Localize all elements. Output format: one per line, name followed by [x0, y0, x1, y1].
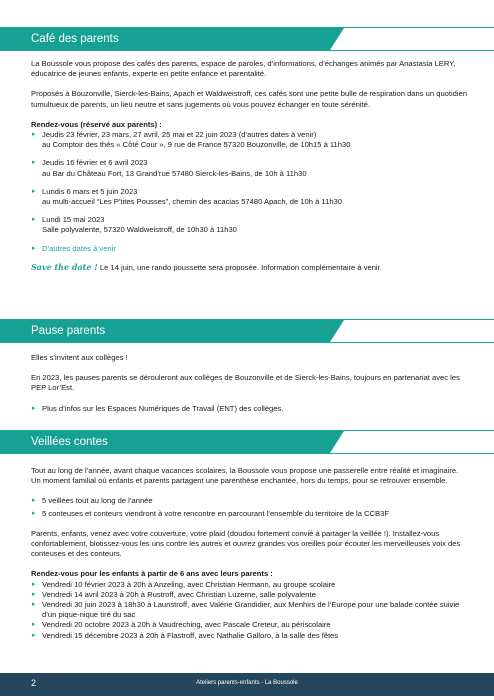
pause-p2: En 2023, les pauses parents se dérouleront aux collèges de Bouzonville et de Sierck-les-Bains, toujours en partenariat avec les PEP Lor’Est. — [31, 373, 460, 393]
section-title-pause: Pause parents — [0, 320, 330, 342]
veillees-body — [31, 466, 469, 641]
page-number: 2 — [31, 678, 37, 688]
save-the-date-label: Save the date ! — [31, 261, 98, 272]
pause-p1: Elles s’invitent aux collèges ! — [31, 353, 128, 362]
section-title-cafe: Café des parents — [0, 28, 330, 50]
section-title-veillees: Veillées contes — [0, 431, 330, 453]
list-item: ▸ Vendredi 30 juin 2023 à 18h30 à Launstroff, avec Valérie Grandidier, aux Menhirs de l’Europe pour une balade contée suivie d’un pique-nique tiré du sac — [31, 600, 469, 620]
pause-body — [31, 353, 469, 414]
list-item: ▸ Vendredi 10 février 2023 à 20h à Anzeling, avec Christian Hermann, au groupe scolaire — [31, 580, 469, 590]
other-dates-link[interactable]: ▸ D’autres dates à venir — [31, 244, 469, 254]
cafe-rdv-heading: Rendez-vous (réservé aux parents) : — [31, 119, 162, 129]
section-rule — [0, 342, 494, 343]
list-item: ▸ 5 veillées tout au long de l’année — [31, 496, 469, 506]
cafe-body — [31, 59, 469, 273]
list-item: ▸ Vendredi 20 octobre 2023 à 20h à Vaudreching, avec Pascale Creteur, au périscolaire — [31, 620, 469, 630]
list-item: ▸ Jeudis 16 février et 6 avril 2023 au Bar du Château Fort, 13 Grand’rue 57480 Sierck-les-Bains, de 10h à 11h30 — [31, 158, 469, 178]
veillees-rdv-heading: Rendez-vous pour les enfants à partir de 6 ans avec leurs parents : — [31, 569, 273, 579]
veillees-p2: Parents, enfants, venez avec votre couverture, votre plaid (doudou fortement convié à partager la veillée !). Installez-vous confortablement, blotissez-vous les uns contre les autres et ouvrez grandes vos oreilles pour écouter les merveilleuses voix des conteuses et des conteurs. — [31, 528, 461, 559]
section-rule — [0, 50, 494, 51]
section-rule — [0, 453, 494, 454]
save-the-date: Save the date ! Le 14 juin, une rando poussette sera proposée. Information complémentaire à venir. — [31, 261, 382, 272]
list-item: ▸ Lundi 15 mai 2023 Salle polyvalente, 57320 Waldweistroff, de 10h30 à 11h30 — [31, 215, 469, 235]
list-item: ▸ Vendredi 14 avril 2023 à 20h à Rustroff, avec Christian Luzerne, salle polyvalente — [31, 590, 469, 600]
ent-link[interactable]: ▸ Plus d’infos sur les Espaces Numériques de Travail (ENT) des collèges. — [31, 404, 469, 414]
list-item: ▸ Jeudis 23 février, 23 mars, 27 avril, 25 mai et 22 juin 2023 (d’autres dates à venir) au Comptoir des thés « Côté Cour », 9 rue de France 57320 Bouzonville, de 10h15 à 11h30 — [31, 130, 469, 150]
footer-text: Ateliers parents-enfants - La Boussole — [196, 680, 298, 686]
cafe-intro: La Boussole vous propose des cafés des parents, espace de paroles, d’informations, d’échanges animés par Anastasia LERY, éducatrice de jeunes enfants, experte en petite enfance et parentalité. — [31, 59, 456, 79]
cafe-places: Proposés à Bouzonville, Sierck-les-Bains, Apach et Waldweistroff, ces cafés sont une petite bulle de respiration dans un quotidien tumultueux de parents, un lieu neutre et sans jugements où vous pouvez échanger en toute sérénité. — [31, 89, 468, 109]
veillees-p1: Tout au long de l’année, avant chaque vacances scolaires, la Boussole vous propose une passerelle entre réalité et imaginaire. Un moment familial où enfants et parents partagent une parenthèse enchantée, hors du temps, pour se retrouver ensemble. — [31, 466, 459, 486]
list-item: ▸ Lundis 6 mars et 5 juin 2023 au multi-accueil “Les P’tites Pousses”, chemin des acacias 57480 Apach, de 10h à 11h30 — [31, 187, 469, 207]
list-item: ▸ Vendredi 15 décembre 2023 à 20h à Flastroff, avec Nathalie Galloro, à la salle des fêtes — [31, 631, 469, 641]
list-item: ▸ 5 conteuses et conteurs viendront à votre rencontre en parcourant l’ensemble du territoire de la CCB3F — [31, 509, 469, 519]
